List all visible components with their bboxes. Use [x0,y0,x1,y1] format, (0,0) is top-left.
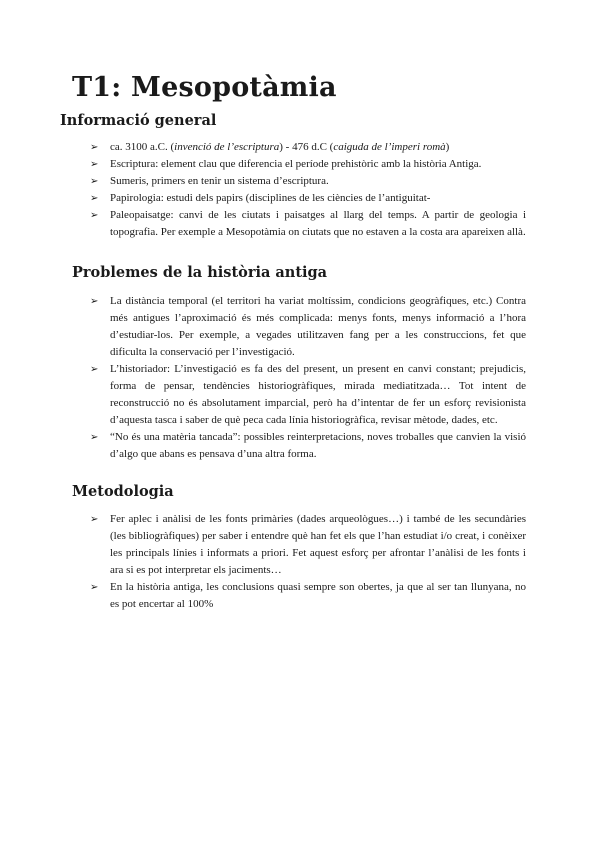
arrow-bullet-icon: ➢ [90,582,99,593]
list-item: ➢ “No és una matèria tancada”: possibles reinterpretacions, noves troballes que canvien la visió d’algo que abans es pensava d’una altra forma. [90,431,526,460]
arrow-bullet-icon: ➢ [90,296,99,307]
arrow-bullet-icon: ➢ [90,159,99,170]
arrow-bullet-icon: ➢ [90,432,99,443]
section-heading-metodologia: Metodologia [72,483,174,500]
list-metodologia [90,511,526,613]
list-item: ➢ Sumeris, primers en tenir un sistema d’escriptura. [110,173,526,190]
list-item: ➢ En la història antiga, les conclusions quasi sempre son obertes, ja que al ser tan llunyana, no es pot encertar al 100% [90,581,526,610]
arrow-bullet-icon: ➢ [90,364,99,375]
list-item: ➢ Paleopaisatge: canvi de les ciutats i paisatges al llarg del temps. A partir de geologia i topografia. Per exemple a Mesopotàmia on ciutats que no estaven a la costa ara apareixen allà. [90,209,526,238]
list-item: ➢ La distància temporal (el territori ha variat moltíssim, condicions geogràfiques, etc.) Contra més antigues l’aproximació és més complicada: menys fonts, menys informació a l’hora d’estudiar-los. Per exemple, a vegades utilitzaven fang per a les construccions, fet que dificulta la conservació per l’investigació. [90,295,526,358]
list-item: ➢ L’historiador: L’investigació es fa des del present, un present en canvi constant; prejudicis, forma de pensar, tendències historiogràfiques, mirada mediatitzada… Tot intent de reconstrucció no és absolutament imparcial, però ha d’intentar de fer un esforç revisionista d’aquesta tasca i saber de què peca cada línia historiogràfica, revisar mètode, dades, etc. [90,363,526,426]
list-item: ➢ Fer aplec i anàlisi de les fonts primàries (dades arqueològues…) i també de les secundàries (les bibliogràfiques) per saber i entendre què han fet els que l’han estudiat i/o creat, i conèixer les principals línies i informats a priori. Fet aquest esforç per afrontar l’anàlisi de les fonts i ara si es pot interpretar els jaciments… [90,513,526,576]
section-heading-informacio-general: Informació general [60,112,217,129]
arrow-bullet-icon: ➢ [90,514,99,525]
list-item: ➢ Papirologia: estudi dels papirs (disciplines de les ciències de l’antiguitat- [110,190,526,207]
arrow-bullet-icon: ➢ [90,193,99,204]
list-problemes [90,293,526,463]
arrow-bullet-icon: ➢ [90,210,99,221]
list-item: ➢ ca. 3100 a.C. (invenció de l’escriptura) - 476 d.C (caiguda de l’imperi romà) [110,139,526,156]
section-heading-problemes: Problemes de la història antiga [72,264,328,281]
arrow-bullet-icon: ➢ [90,142,99,153]
arrow-bullet-icon: ➢ [90,176,99,187]
list-item: ➢ Escriptura: element clau que diferencia el període prehistòric amb la història Antiga. [110,156,526,173]
list-informacio-general [90,139,526,241]
page-title: T1: Mesopotàmia [72,72,337,103]
